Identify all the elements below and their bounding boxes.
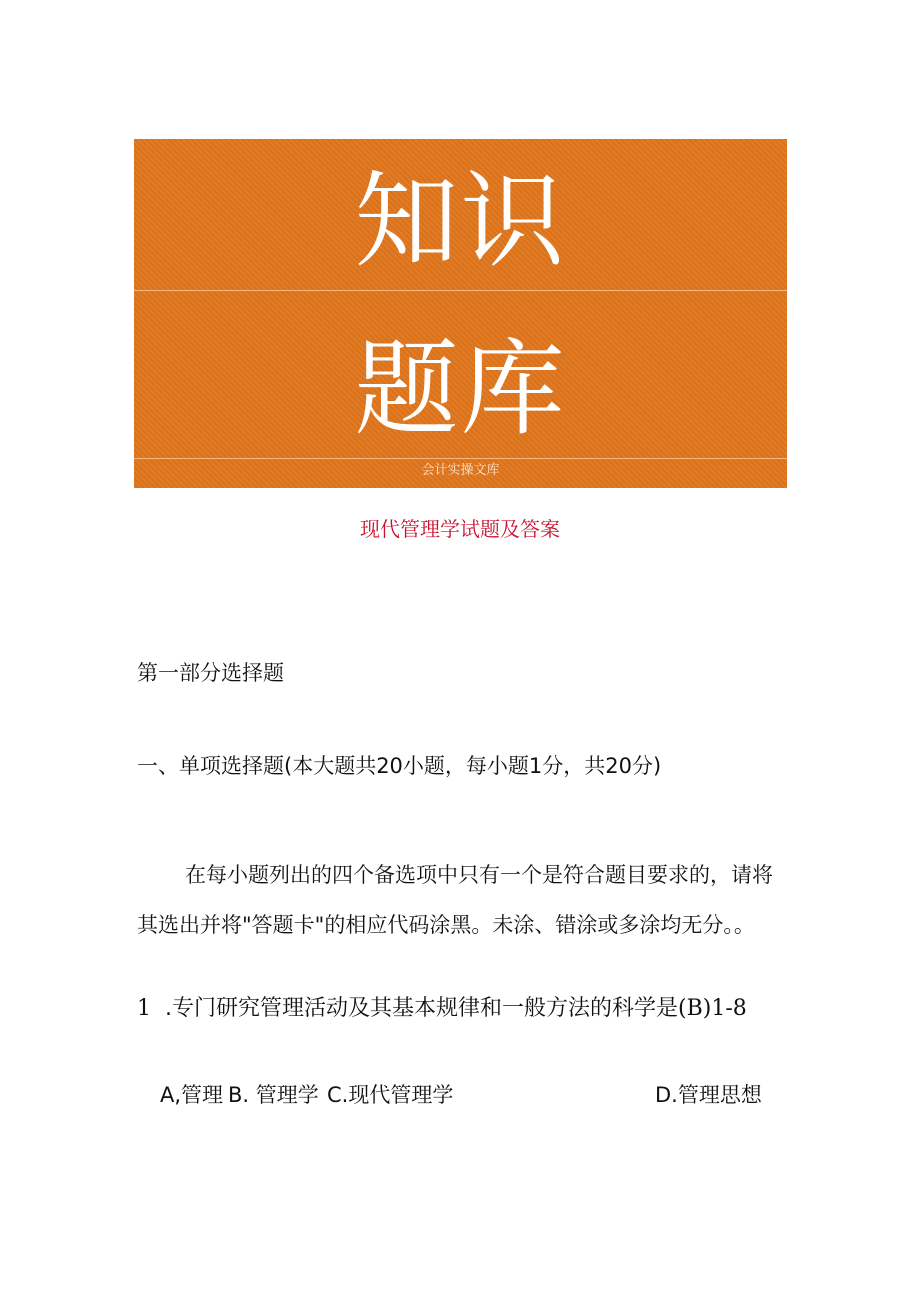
question-1-options (160, 1080, 787, 1110)
question-number: 1 (137, 996, 151, 1021)
document-title: 现代管理学试题及答案 (360, 517, 560, 541)
option-c: C.现代管理学 (327, 1083, 454, 1107)
cover-banner (134, 139, 787, 488)
question-text: .专门研究管理活动及其基本规律和一般方法的科学是 (165, 996, 678, 1021)
question-1 (137, 994, 747, 1024)
part-heading: 第一部分选择题 (137, 661, 284, 685)
section-heading: 一、单项选择题(本大题共20小题，每小题1分，共20分) (137, 754, 662, 778)
banner-title-line2: 题库 (354, 328, 567, 450)
banner-title-line1: 知识 (354, 160, 567, 282)
banner-divider (134, 458, 787, 459)
option-b: B. 管理学 (228, 1083, 319, 1107)
question-answer-ref: (B)1-8 (678, 996, 747, 1021)
banner-subtitle: 会计实操文库 (421, 463, 500, 478)
banner-divider (134, 290, 787, 291)
option-a: A,管理 (160, 1083, 224, 1107)
option-d: D.管理思想 (655, 1083, 762, 1107)
instructions-paragraph: 在每小题列出的四个备选项中只有一个是符合题目要求的，请将其选出并将"答题卡"的相应代码涂黑。未涂、错涂或多涂均无分。。 (137, 863, 773, 937)
